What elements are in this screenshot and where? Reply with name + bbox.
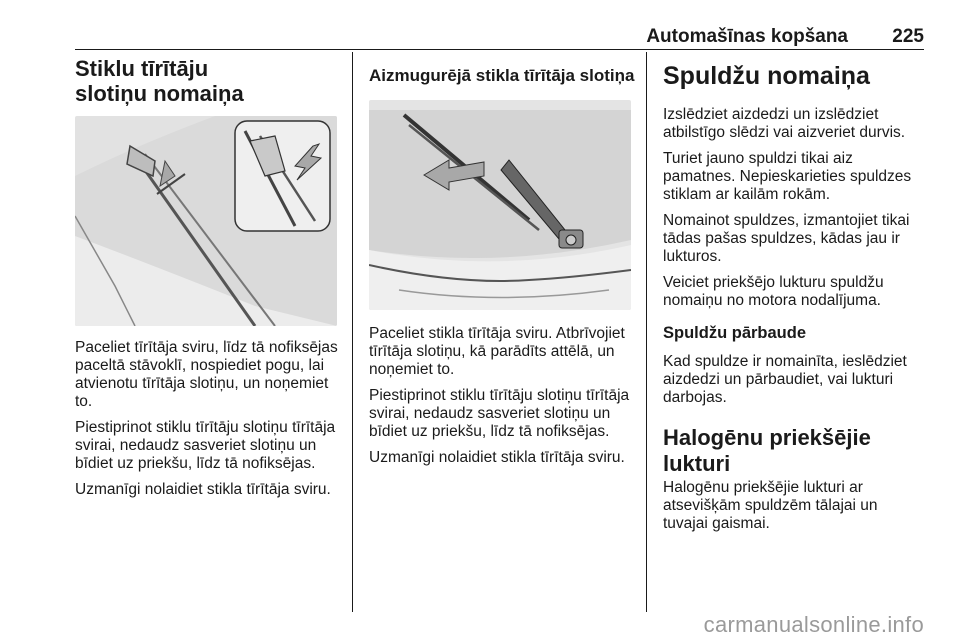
left-paragraph-3: Uzmanīgi nolaidiet stikla tīrītāja sviru. <box>75 481 331 498</box>
halogen-headlights-text: Halogēnu priekšējie lukturi ar atsevišķām spuldzēm tālajai un tuvajai gaismai. <box>663 479 878 532</box>
section-title-wiper-blade: Stiklu tīrītāju slotiņu nomaiņa <box>75 56 244 106</box>
page-header <box>0 0 960 48</box>
header-title: Automašīnas kopšana <box>646 26 848 47</box>
left-body <box>75 339 345 499</box>
middle-body <box>369 325 639 467</box>
rear-wiper-heading: Aizmugurējā stikla tīrītāja slotiņa <box>369 66 635 85</box>
page-number: 225 <box>892 26 924 47</box>
rear-wiper-illustration <box>369 100 631 310</box>
bulb-check-heading: Spuldžu pārbaude <box>663 324 807 342</box>
bulb-replacement-title: Spuldžu nomaiņa <box>663 62 870 90</box>
middle-paragraph-2: Piestiprinot stiklu tīrītāju slotiņu tīrītāja svirai, nedaudz sasveriet slotiņu un bīdiet uz priekšu, līdz tā nofiksējas. <box>369 387 630 440</box>
bulb-check-text: Kad spuldze ir nomainīta, ieslēdziet aizdedzi un pārbaudiet, vai lukturi darbojas. <box>663 353 907 406</box>
right-paragraph-3: Nomainot spuldzes, izmantojiet tikai tādas pašas spuldzes, kādas jau ir lukturos. <box>663 212 910 265</box>
right-paragraph-4: Veiciet priekšējo lukturu spuldžu nomaiņu no motora nodalījuma. <box>663 274 884 309</box>
middle-paragraph-3: Uzmanīgi nolaidiet stikla tīrītāja sviru. <box>369 449 625 466</box>
halogen-headlights-title: Halogēnu priekšējie lukturi <box>663 425 871 476</box>
right-column <box>663 56 925 533</box>
front-wiper-figure <box>75 116 337 326</box>
column-divider-right <box>646 52 647 612</box>
left-paragraph-1: Paceliet tīrītāja sviru, līdz tā nofiksējas paceltā stāvoklī, nospiediet pogu, lai atvienotu tīrītāja slotiņu, un noņemiet to. <box>75 339 338 410</box>
middle-column <box>369 56 639 475</box>
column-divider-left <box>352 52 353 612</box>
header-rule <box>75 49 924 50</box>
right-paragraph-1: Izslēdziet aizdedzi un izslēdziet atbilstīgo slēdzi vai aizveriet durvis. <box>663 106 906 141</box>
left-column <box>75 56 345 507</box>
watermark: carmanualsonline.info <box>703 612 924 637</box>
rear-wiper-figure <box>369 100 631 310</box>
right-body <box>663 106 925 310</box>
middle-paragraph-1: Paceliet stikla tīrītāja sviru. Atbrīvojiet tīrītāja slotiņu, kā parādīts attēlā, un noņemiet to. <box>369 325 625 378</box>
left-paragraph-2: Piestiprinot stiklu tīrītāju slotiņu tīrītāja svirai, nedaudz sasveriet slotiņu un bīdiet uz priekšu, līdz tā nofiksējas. <box>75 419 336 472</box>
front-wiper-illustration <box>75 116 337 326</box>
right-paragraph-2: Turiet jauno spuldzi tikai aiz pamatnes. Nepieskarieties spuldzes stiklam ar kailām rokām. <box>663 150 912 203</box>
